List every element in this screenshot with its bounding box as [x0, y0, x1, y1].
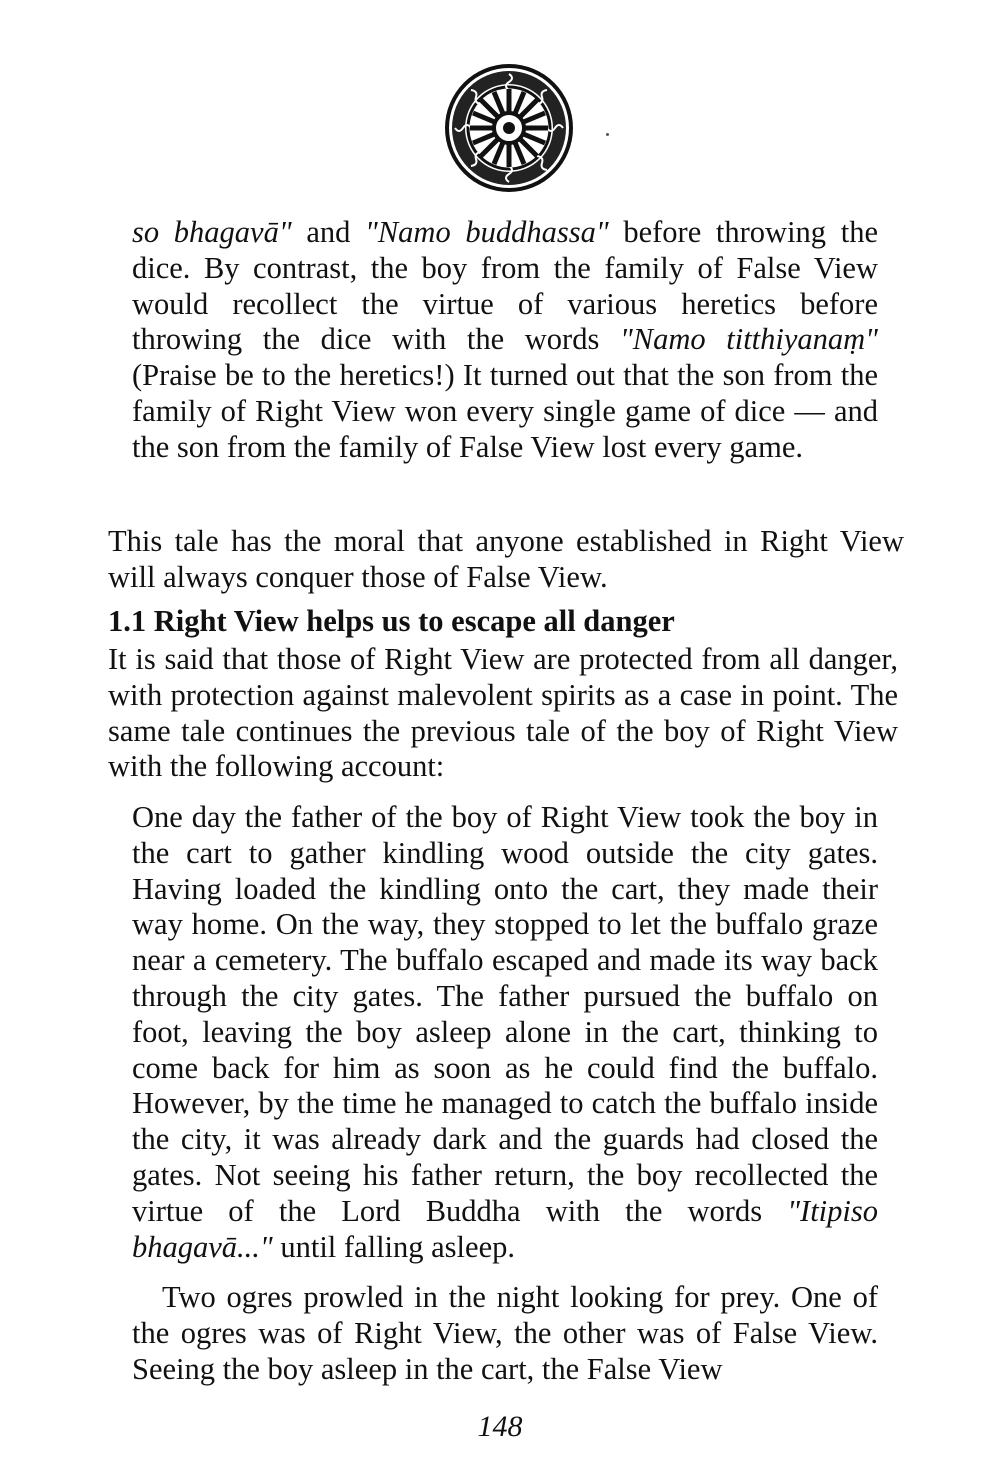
text-run: before throwing the dice. By contrast, the boy from the family of False View would recollect the virtue of various heretics before throwing the dice with the words	[132, 215, 878, 357]
print-speck	[606, 133, 609, 136]
pali-phrase: "Namo buddhassa"	[365, 215, 609, 249]
page-number: 148	[477, 1410, 523, 1443]
pali-phrase: "Itipiso bhagavā..."	[132, 1193, 878, 1264]
paragraph-dice-game	[132, 215, 878, 466]
protection-text: It is said that those of Right View are protected from all danger, with protection against malevolent spirits as a case in point. The same tale continues the previous tale of the boy of Right View with the following account:	[108, 642, 898, 784]
text-run: and	[291, 215, 366, 249]
section-heading: 1.1 Right View helps us to escape all danger	[108, 604, 675, 638]
moral-text: This tale has the moral that anyone established in Right View will always conquer those of False View.	[108, 524, 904, 594]
paragraph-moral	[108, 524, 904, 596]
pali-phrase: so bhagavā"	[132, 215, 292, 249]
text-run: (Praise be to the heretics!) It turned out that the son from the family of Right View won every single game of dice — and the son from the family of False View lost every game.	[132, 358, 878, 464]
ogres-text: Two ogres prowled in the night looking for prey. One of the ogres was of Right View, the other was of False View. Seeing the boy asleep in the cart, the False View	[132, 1280, 878, 1386]
paragraph-protection	[108, 642, 898, 785]
pali-phrase: "Namo titthiyanaṃ"	[619, 322, 878, 357]
text-run: One day the father of the boy of Right View took the boy in the cart to gather kindling wood outside the city gates. Having loaded the kindling onto the cart, they made their way home. On the way, they stopped to let the buffalo graze near a cemetery. The buffalo escaped and made its way back through the city gates. The father pursued the buffalo on foot, leaving the boy asleep alone in the cart, thinking to come back for him as soon as he could find the buffalo. However, by the time he managed to catch the buffalo inside the city, it was already dark and the guards had closed the gates. Not seeing his father return, the boy recollected the virtue of the Lord Buddha with the words	[132, 800, 878, 1228]
text-run: until falling asleep.	[272, 1229, 515, 1264]
dharma-wheel-icon	[443, 62, 575, 194]
paragraph-story	[132, 800, 878, 1265]
paragraph-ogres	[132, 1280, 878, 1387]
